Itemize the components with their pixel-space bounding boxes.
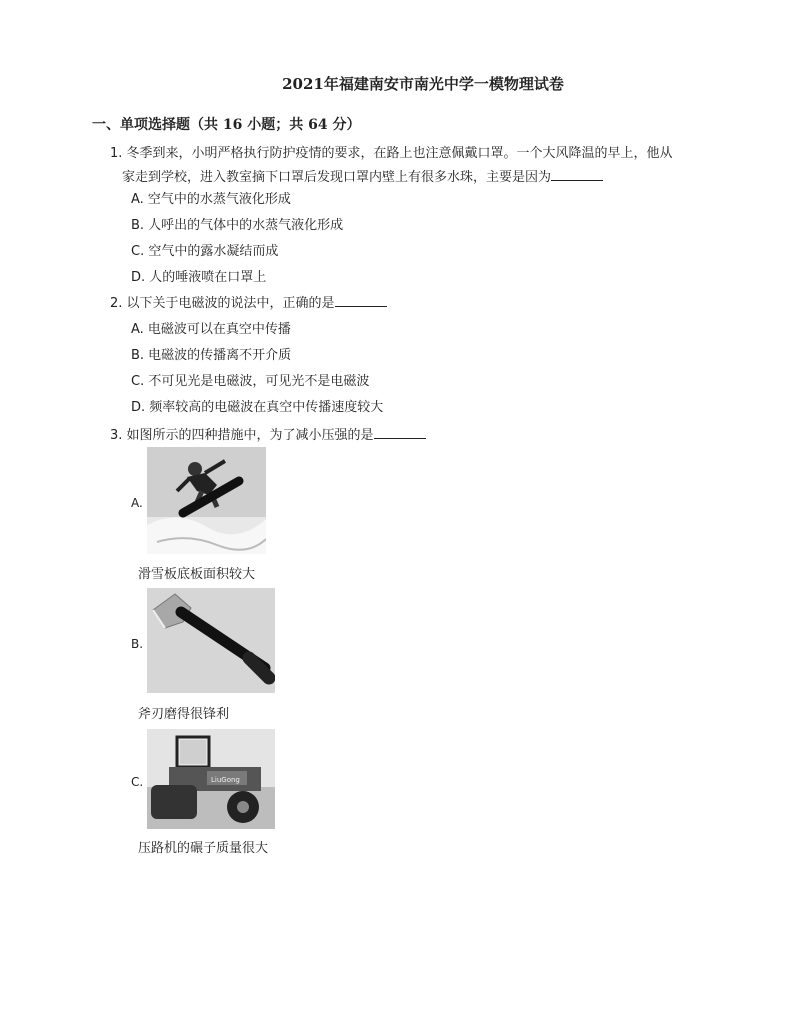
road-roller-photo <box>147 729 275 829</box>
q1-option-c[interactable]: C. 空气中的露水凝结而成 <box>131 244 279 259</box>
q3-option-b-label[interactable]: B. <box>131 637 144 651</box>
answer-blank[interactable] <box>374 426 426 439</box>
roller-brand-text: LiuGong <box>211 776 240 784</box>
axe-photo <box>147 588 275 693</box>
q1-option-b[interactable]: B. 人呼出的气体中的水蒸气液化形成 <box>131 218 344 233</box>
answer-blank[interactable] <box>335 294 387 307</box>
q1-stem-line1: 1. 冬季到来，小明严格执行防护疫情的要求，在路上也注意佩戴口罩。一个大风降温的早上，他从 <box>110 146 673 161</box>
snowboarder-photo <box>147 447 266 554</box>
q1-stem-line2 <box>122 166 603 185</box>
answer-blank[interactable] <box>551 168 603 181</box>
q1-stem-text: 家走到学校，进入教室摘下口罩后发现口罩内壁上有很多水珠，主要是因为 <box>122 170 552 185</box>
q3-option-c-label[interactable]: C. <box>131 775 144 789</box>
q3-option-a-label[interactable]: A. <box>131 496 143 510</box>
q2-option-d[interactable]: D. 频率较高的电磁波在真空中传播速度较大 <box>131 400 384 415</box>
q2-stem <box>110 292 387 311</box>
q3-option-c-caption: 压路机的碾子质量很大 <box>138 841 269 856</box>
q3-option-a-caption: 滑雪板底板面积较大 <box>138 567 256 582</box>
q1-option-a[interactable]: A. 空气中的水蒸气液化形成 <box>131 192 291 207</box>
section-heading: 一、单项选择题（共 16 小题；共 64 分） <box>92 117 361 133</box>
page-title: 2021年福建南安市南光中学一模物理试卷 <box>282 75 564 93</box>
q3-option-b-caption: 斧刃磨得很锋利 <box>138 707 230 722</box>
q1-option-d[interactable]: D. 人的唾液喷在口罩上 <box>131 270 267 285</box>
q2-option-c[interactable]: C. 不可见光是电磁波，可见光不是电磁波 <box>131 374 370 389</box>
q2-stem-text: 2. 以下关于电磁波的说法中，正确的是 <box>110 296 335 311</box>
q3-stem-text: 3. 如图所示的四种措施中，为了减小压强的是 <box>110 428 374 443</box>
q2-option-b[interactable]: B. 电磁波的传播离不开介质 <box>131 348 292 363</box>
q2-option-a[interactable]: A. 电磁波可以在真空中传播 <box>131 322 291 337</box>
q3-stem <box>110 424 426 443</box>
